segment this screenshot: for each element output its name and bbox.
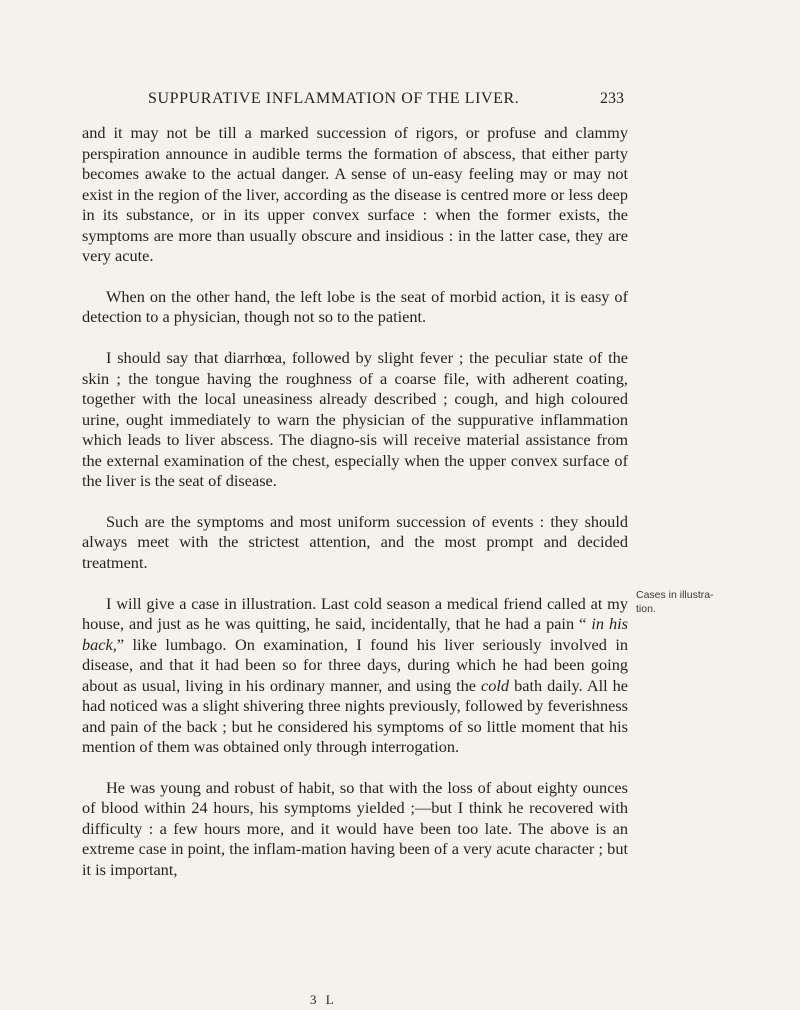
signature-mark: 3 L [310, 992, 337, 1007]
running-title: SUPPURATIVE INFLAMMATION OF THE LIVER. [148, 90, 520, 107]
paragraph-5-italic-cold: cold [481, 675, 510, 695]
paragraph-5 [82, 594, 628, 758]
paragraph-5-part-3: bath daily. All he had noticed was a slight shivering three nights previously, followed by feverishness and pain of the back ; but he considered his symptoms of so little moment that his mention of them was obtained only through interrogation. [82, 675, 628, 757]
body-text [82, 123, 628, 901]
running-head [148, 90, 624, 112]
paragraph-2: When on the other hand, the left lobe is the seat of morbid action, it is easy of detection to a physician, though not so to the patient. [82, 286, 628, 327]
paragraph-3: I should say that diarrhœa, followed by slight fever ; the peculiar state of the skin ; the tongue having the roughness of a coarse file, with adherent coating, together with the local uneasiness already described ; cough, and high coloured urine, ought immediately to warn the physician of the suppurative inflammation which leads to liver abscess. The diagno-sis will receive material assistance from the external examination of the chest, especially when the upper convex surface of the liver is the seat of disease. [82, 348, 628, 491]
margin-note [636, 588, 786, 616]
paragraph-6: He was young and robust of habit, so that with the loss of about eighty ounces of blood within 24 hours, his symptoms yielded ;—but I think he recovered with difficulty : a few hours more, and it would have been too late. The above is an extreme case in point, the inflam-mation having been of a very acute character ; but it is important, [82, 777, 628, 879]
paragraph-5-italic-back: in his back, [82, 614, 628, 654]
paragraph-5-part-1: I will give a case in illustration. Last cold season a medical friend called at my house, and just as he was quitting, he said, incidentally, that he had a pain “ [82, 593, 628, 634]
page-number: 233 [600, 90, 624, 107]
paragraph-4: Such are the symptoms and most uniform succession of events : they should always meet with the strictest attention, and the most prompt and decided treatment. [82, 511, 628, 572]
margin-note-line-1: Cases in illustra- [636, 589, 714, 601]
paragraph-5-part-2: ” like lumbago. On examination, I found his liver seriously involved in disease, and that it had been so for three days, during which he had been going about as usual, living in his ordinary manner, and using the [82, 634, 628, 695]
paragraph-1: and it may not be till a marked succession of rigors, or profuse and clammy perspiration announce in audible terms the formation of abscess, that either party becomes awake to the actual danger. A sense of un-easy feeling may or may not exist in the region of the liver, according as the disease is centred more or less deep in its substance, or in its upper convex surface : when the former exists, the symptoms are more than usually obscure and insidious : in the latter case, they are very acute. [82, 123, 628, 265]
margin-note-line-2: tion. [636, 603, 656, 615]
